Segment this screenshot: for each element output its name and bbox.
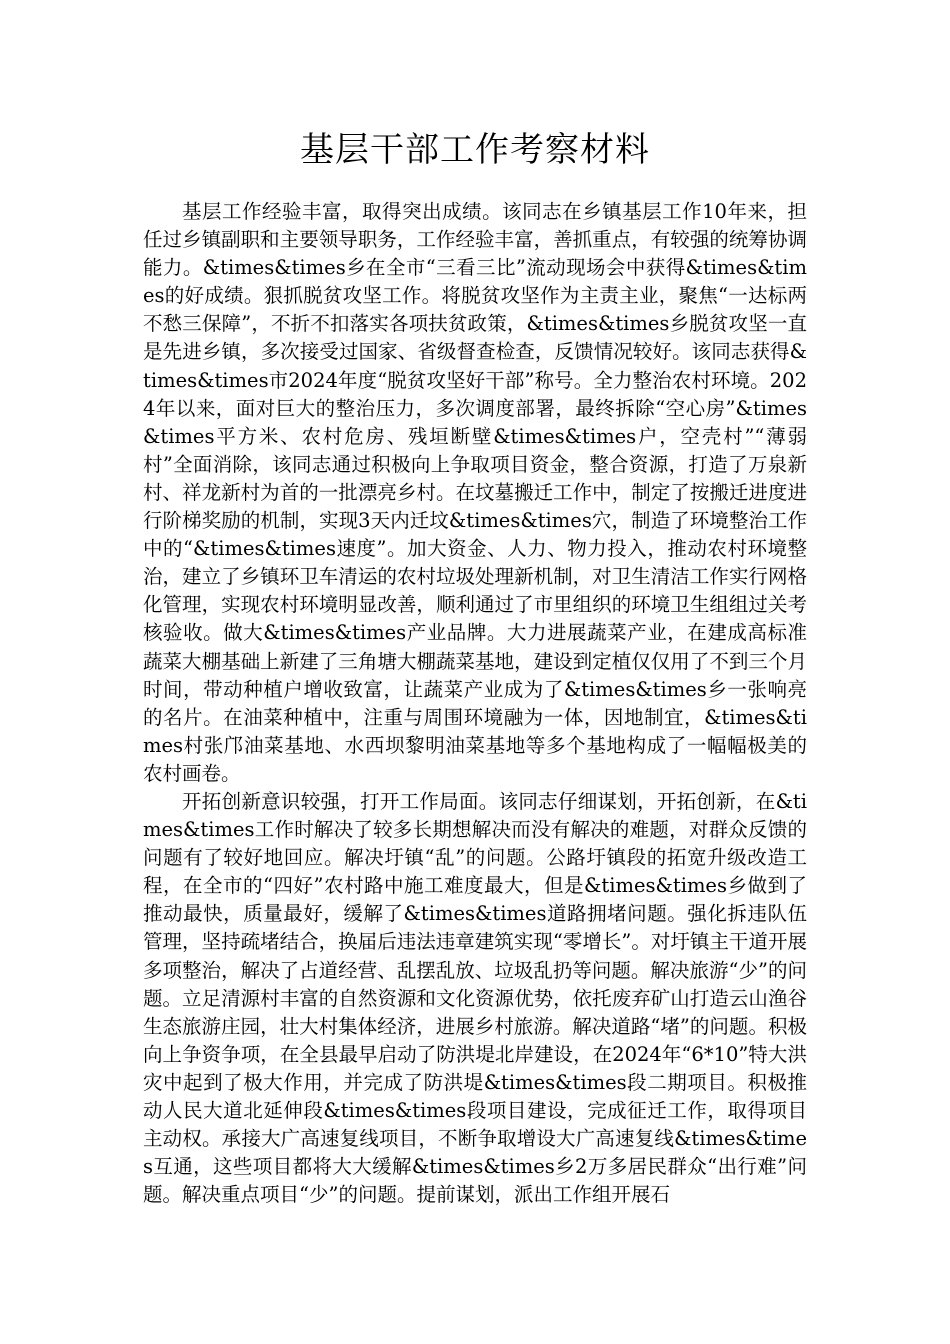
body-paragraph-2: 开拓创新意识较强，打开工作局面。该同志仔细谋划，开拓创新，在&times&times工作时解决了较多长期想解决而没有解决的难题，对群众反馈的问题有了较好地回应。解决圩镇“乱”的问题。公路圩镇段的拓宽升级改造工程，在全市的“四好”农村路中施工难度最大，但是&times&times乡做到了推动最快，质量最好，缓解了&times&times道路拥堵问题。强化拆违队伍管理，坚持疏堵结合，换届后违法违章建筑实现“零增长”。对圩镇主干道开展多项整治，解决了占道经营、乱摆乱放、垃圾乱扔等问题。解决旅游“少”的问题。立足清源村丰富的自然资源和文化资源优势，依托废弃矿山打造云山渔谷生态旅游庄园，壮大村集体经济，进展乡村旅游。解决道路“堵”的问题。积极向上争资争项，在全县最早启动了防洪堤北岸建设，在2024年“6*10”特大洪灾中起到了极大作用，并完成了防洪堤&times&times段二期项目。积极推动人民大道北延伸段&times&times段项目建设，完成征迁工作，取得项目主动权。承接大广高速复线项目，不断争取增设大广高速复线&times&times互通，这些项目都将大大缓解&times&times乡2万多居民群众“出行难”问题。解决重点项目“少”的问题。提前谋划，派出工作组开展石 bbox=[143, 789, 807, 1207]
body-paragraph-1: 基层工作经验丰富，取得突出成绩。该同志在乡镇基层工作10年来，担任过乡镇副职和主要领导职务，工作经验丰富，善抓重点，有较强的统筹协调能力。&times&times乡在全市“三看三比”流动现场会中获得&times&times的好成绩。狠抓脱贫攻坚工作。将脱贫攻坚作为主责主业，聚焦“一达标两不愁三保障”，不折不扣落实各项扶贫政策，&times&times乡脱贫攻坚一直是先进乡镇，多次接受过国家、省级督查检查，反馈情况较好。该同志获得&times&times市2024年度“脱贫攻坚好干部”称号。全力整治农村环境。2024年以来，面对巨大的整治压力，多次调度部署，最终拆除“空心房”&times&times平方米、农村危房、残垣断壁&times&times户，空壳村”“薄弱村”全面消除，该同志通过积极向上争取项目资金，整合资源，打造了万泉新村、祥龙新村为首的一批漂亮乡村。在坟墓搬迁工作中，制定了按搬迁进度进行阶梯奖励的机制，实现3天内迁坟&times&times穴，制造了环境整治工作中的“&times&times速度”。加大资金、人力、物力投入，推动农村环境整治，建立了乡镇环卫车清运的农村垃圾处理新机制，对卫生清洁工作实行网格化管理，实现农村环境明显改善，顺利通过了市里组织的环境卫生组组过关考核验收。做大&times&times产业品牌。大力进展蔬菜产业，在建成高标准蔬菜大棚基础上新建了三角塘大棚蔬菜基地，建设到定植仅仅用了不到三个月时间，带动种植户增收致富，让蔬菜产业成为了&times&times乡一张响亮的名片。在油菜种植中，注重与周围环境融为一体，因地制宜，&times&times村张邝油菜基地、水西坝黎明油菜基地等多个基地构成了一幅幅极美的农村画卷。 bbox=[143, 200, 807, 785]
document-title: 基层干部工作考察材料 bbox=[300, 130, 650, 170]
